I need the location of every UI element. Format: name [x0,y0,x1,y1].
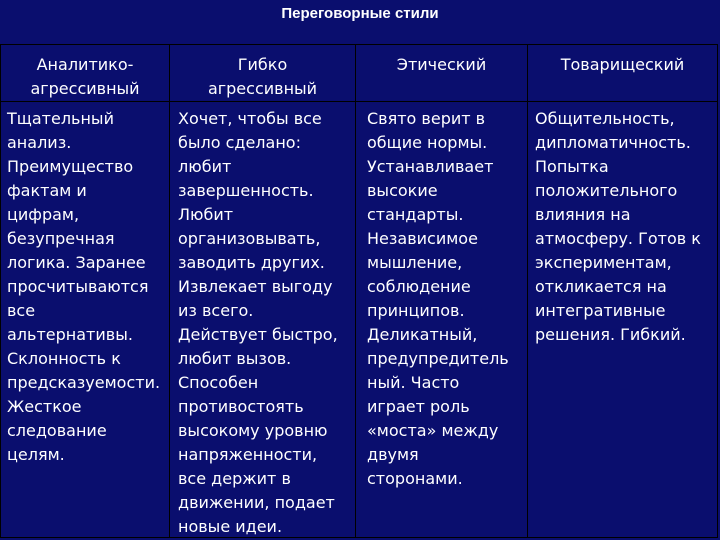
negotiation-styles-table [0,44,718,538]
header-divider [1,101,717,102]
cell-ethical: Свято верит в общие нормы. Устанавливает высокие стандарты. Независимое мышление, соблюдение принципов. Деликатный, предупредитель ный. Часто играет роль «моста» между двумя сторонами. [367,109,509,488]
column-divider-1 [169,45,170,537]
column-header-analytic-aggressive: Аналитико- агрессивный [30,55,140,98]
column-divider-3 [527,45,528,537]
column-header-flexible-aggressive: Гибко агрессивный [207,55,318,98]
cell-flexible-aggressive: Хочет, чтобы все было сделано: любит завершенность. Любит организовывать, заводить других. Извлекает выгоду из всего. Действует быстро, любит вызов. Способен противостоять высокому уровню напряженности, все держит в движении, подает новые идеи. [178,109,338,536]
column-header-comradely: Товарищеский [560,55,685,74]
column-header-ethical: Этический [396,55,487,74]
cell-comradely: Общительность, дипломатичность. Попытка положительного влияния на атмосферу. Готов к экспериментам, откликается на интегративные решения. Гибкий. [535,109,701,344]
column-divider-2 [355,45,356,537]
cell-analytic-aggressive: Тщательный анализ. Преимущество фактам и цифрам, безупречная логика. Заранее просчитываются все альтернативы. Склонность к предсказуемости. Жесткое следование целям. [7,109,161,464]
page-title: Переговорные стили [281,5,439,22]
